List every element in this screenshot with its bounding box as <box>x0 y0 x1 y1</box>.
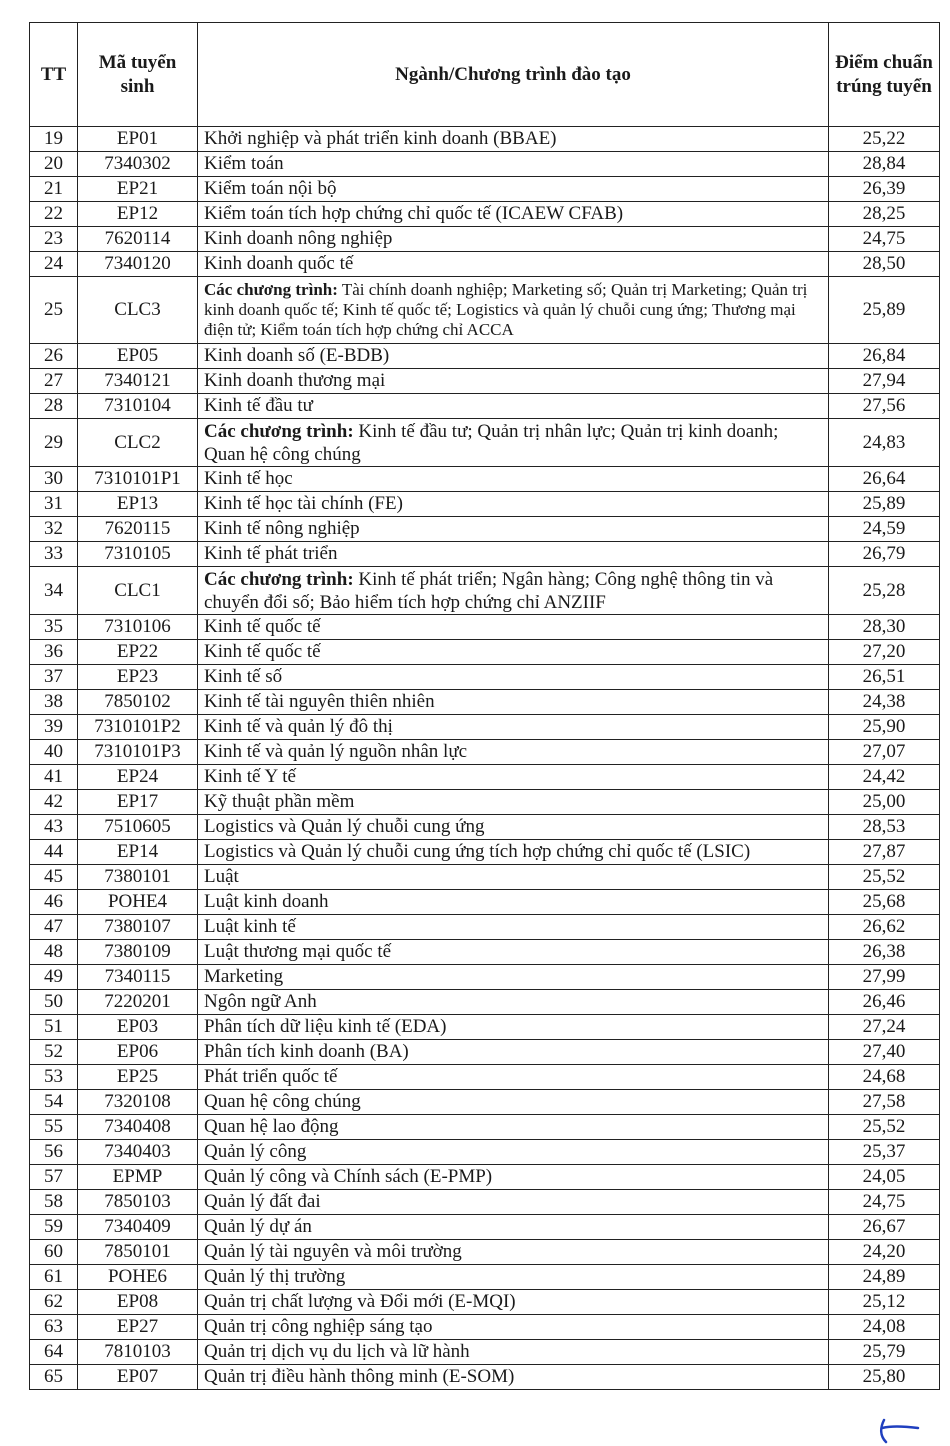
row-program-name: Quản lý thị trường <box>198 1265 829 1290</box>
row-tt: 23 <box>30 227 78 252</box>
table-row <box>30 277 940 344</box>
row-tt: 48 <box>30 940 78 965</box>
row-admission-code: 7320108 <box>78 1090 198 1115</box>
table-row <box>30 127 940 152</box>
row-cutoff-score: 25,22 <box>829 127 940 152</box>
table-row <box>30 965 940 990</box>
row-program-name: Quản lý đất đai <box>198 1190 829 1215</box>
table-row <box>30 542 940 567</box>
row-program-name: Khởi nghiệp và phát triển kinh doanh (BBAE) <box>198 127 829 152</box>
row-admission-code: 7310101P3 <box>78 740 198 765</box>
row-program-name: Phân tích kinh doanh (BA) <box>198 1040 829 1065</box>
handwritten-initial-mark <box>874 1414 924 1444</box>
table-row <box>30 1290 940 1315</box>
row-admission-code: EP21 <box>78 177 198 202</box>
row-admission-code: EP17 <box>78 790 198 815</box>
row-cutoff-score: 28,53 <box>829 815 940 840</box>
row-program-name: Logistics và Quản lý chuỗi cung ứng <box>198 815 829 840</box>
table-row <box>30 940 940 965</box>
row-cutoff-score: 25,79 <box>829 1340 940 1365</box>
row-tt: 25 <box>30 277 78 344</box>
table-row <box>30 1115 940 1140</box>
table-row <box>30 177 940 202</box>
table-row <box>30 419 940 467</box>
row-cutoff-score: 26,62 <box>829 915 940 940</box>
row-admission-code: 7310101P2 <box>78 715 198 740</box>
row-tt: 55 <box>30 1115 78 1140</box>
row-admission-code: EP14 <box>78 840 198 865</box>
table-row <box>30 344 940 369</box>
row-cutoff-score: 25,90 <box>829 715 940 740</box>
row-admission-code: EP01 <box>78 127 198 152</box>
row-admission-code: 7380101 <box>78 865 198 890</box>
row-admission-code: 7850103 <box>78 1190 198 1215</box>
row-tt: 44 <box>30 840 78 865</box>
table-row <box>30 252 940 277</box>
row-admission-code: CLC3 <box>78 277 198 344</box>
row-admission-code: 7340403 <box>78 1140 198 1165</box>
row-program-name: Kinh doanh số (E-BDB) <box>198 344 829 369</box>
row-admission-code: EP03 <box>78 1015 198 1040</box>
row-tt: 61 <box>30 1265 78 1290</box>
row-program-name: Kinh tế đầu tư <box>198 394 829 419</box>
row-cutoff-score: 26,39 <box>829 177 940 202</box>
row-cutoff-score: 25,68 <box>829 890 940 915</box>
row-admission-code: EP23 <box>78 665 198 690</box>
row-tt: 63 <box>30 1315 78 1340</box>
row-admission-code: POHE6 <box>78 1265 198 1290</box>
row-admission-code: 7850102 <box>78 690 198 715</box>
row-program-name: Kinh tế học <box>198 467 829 492</box>
table-row <box>30 152 940 177</box>
row-tt: 30 <box>30 467 78 492</box>
table-body <box>30 127 940 1390</box>
row-tt: 28 <box>30 394 78 419</box>
row-admission-code: 7380107 <box>78 915 198 940</box>
row-tt: 52 <box>30 1040 78 1065</box>
row-tt: 35 <box>30 615 78 640</box>
row-tt: 56 <box>30 1140 78 1165</box>
row-cutoff-score: 25,80 <box>829 1365 940 1390</box>
row-tt: 45 <box>30 865 78 890</box>
row-program-name: Luật thương mại quốc tế <box>198 940 829 965</box>
admission-score-table <box>29 22 940 1390</box>
row-admission-code: 7620115 <box>78 517 198 542</box>
row-tt: 40 <box>30 740 78 765</box>
table-row <box>30 715 940 740</box>
program-group-list: Kinh tế đầu tư; Quản trị nhân lực; Quản trị kinh doanh; Quan hệ công chúng <box>204 420 779 465</box>
row-program-name: Kinh tế Y tế <box>198 765 829 790</box>
row-admission-code: CLC1 <box>78 567 198 615</box>
row-cutoff-score: 25,12 <box>829 1290 940 1315</box>
row-cutoff-score: 24,08 <box>829 1315 940 1340</box>
row-tt: 50 <box>30 990 78 1015</box>
row-admission-code: 7810103 <box>78 1340 198 1365</box>
row-program-name: Luật <box>198 865 829 890</box>
row-admission-code: 7310101P1 <box>78 467 198 492</box>
table-row <box>30 1165 940 1190</box>
row-cutoff-score: 27,56 <box>829 394 940 419</box>
table-row <box>30 840 940 865</box>
table-row <box>30 1090 940 1115</box>
row-program-name: Kinh tế tài nguyên thiên nhiên <box>198 690 829 715</box>
row-cutoff-score: 27,24 <box>829 1015 940 1040</box>
row-tt: 38 <box>30 690 78 715</box>
row-tt: 58 <box>30 1190 78 1215</box>
row-cutoff-score: 24,89 <box>829 1265 940 1290</box>
row-cutoff-score: 27,20 <box>829 640 940 665</box>
row-tt: 37 <box>30 665 78 690</box>
row-cutoff-score: 24,83 <box>829 419 940 467</box>
row-program-name: Kiểm toán tích hợp chứng chỉ quốc tế (ICAEW CFAB) <box>198 202 829 227</box>
row-program-name: Kinh tế số <box>198 665 829 690</box>
row-admission-code: 7310105 <box>78 542 198 567</box>
row-admission-code: 7510605 <box>78 815 198 840</box>
header-program: Ngành/Chương trình đào tạo <box>198 23 829 127</box>
row-program-name: Kinh tế quốc tế <box>198 615 829 640</box>
row-admission-code: 7340115 <box>78 965 198 990</box>
row-tt: 47 <box>30 915 78 940</box>
row-program-name: Quan hệ công chúng <box>198 1090 829 1115</box>
row-admission-code: EP22 <box>78 640 198 665</box>
row-cutoff-score: 24,38 <box>829 690 940 715</box>
table-row <box>30 915 940 940</box>
row-program-name: Kiểm toán nội bộ <box>198 177 829 202</box>
row-tt: 51 <box>30 1015 78 1040</box>
row-tt: 64 <box>30 1340 78 1365</box>
row-tt: 34 <box>30 567 78 615</box>
row-cutoff-score: 27,07 <box>829 740 940 765</box>
row-program-name: Kinh doanh thương mại <box>198 369 829 394</box>
row-cutoff-score: 25,28 <box>829 567 940 615</box>
row-tt: 32 <box>30 517 78 542</box>
row-program-name <box>198 419 829 467</box>
row-admission-code: 7340302 <box>78 152 198 177</box>
row-tt: 26 <box>30 344 78 369</box>
row-cutoff-score: 24,20 <box>829 1240 940 1265</box>
row-program-name: Quản lý công và Chính sách (E-PMP) <box>198 1165 829 1190</box>
row-cutoff-score: 25,37 <box>829 1140 940 1165</box>
row-program-name: Quản lý dự án <box>198 1215 829 1240</box>
table-row <box>30 665 940 690</box>
row-admission-code: 7310104 <box>78 394 198 419</box>
row-program-name: Quản trị công nghiệp sáng tạo <box>198 1315 829 1340</box>
row-admission-code: 7620114 <box>78 227 198 252</box>
row-tt: 43 <box>30 815 78 840</box>
row-cutoff-score: 25,89 <box>829 277 940 344</box>
row-tt: 42 <box>30 790 78 815</box>
row-tt: 41 <box>30 765 78 790</box>
row-cutoff-score: 27,40 <box>829 1040 940 1065</box>
table-row <box>30 567 940 615</box>
row-tt: 60 <box>30 1240 78 1265</box>
row-admission-code: 7340120 <box>78 252 198 277</box>
row-program-name: Quản lý tài nguyên và môi trường <box>198 1240 829 1265</box>
row-tt: 49 <box>30 965 78 990</box>
row-program-name: Luật kinh tế <box>198 915 829 940</box>
row-program-name: Kinh tế quốc tế <box>198 640 829 665</box>
row-cutoff-score: 28,84 <box>829 152 940 177</box>
row-program-name: Kỹ thuật phần mềm <box>198 790 829 815</box>
row-cutoff-score: 25,89 <box>829 492 940 517</box>
table-row <box>30 1140 940 1165</box>
row-tt: 24 <box>30 252 78 277</box>
row-tt: 65 <box>30 1365 78 1390</box>
table-row <box>30 1190 940 1215</box>
row-admission-code: EP05 <box>78 344 198 369</box>
row-tt: 31 <box>30 492 78 517</box>
row-tt: 27 <box>30 369 78 394</box>
row-program-name: Quan hệ lao động <box>198 1115 829 1140</box>
admission-score-sheet <box>29 22 939 1390</box>
row-tt: 59 <box>30 1215 78 1240</box>
row-program-name: Logistics và Quản lý chuỗi cung ứng tích hợp chứng chỉ quốc tế (LSIC) <box>198 840 829 865</box>
table-row <box>30 690 940 715</box>
table-row <box>30 492 940 517</box>
row-admission-code: EP24 <box>78 765 198 790</box>
row-tt: 53 <box>30 1065 78 1090</box>
row-program-name <box>198 277 829 344</box>
table-row <box>30 640 940 665</box>
program-group-label: Các chương trình: <box>204 568 354 590</box>
row-cutoff-score: 24,68 <box>829 1065 940 1090</box>
row-cutoff-score: 26,84 <box>829 344 940 369</box>
row-program-name <box>198 567 829 615</box>
table-row <box>30 394 940 419</box>
table-row <box>30 227 940 252</box>
table-row <box>30 790 940 815</box>
header-cutoff-score: Điểm chuẩn trúng tuyển <box>829 23 940 127</box>
table-row <box>30 865 940 890</box>
row-admission-code: POHE4 <box>78 890 198 915</box>
row-admission-code: EP25 <box>78 1065 198 1090</box>
row-program-name: Phân tích dữ liệu kinh tế (EDA) <box>198 1015 829 1040</box>
program-group-label: Các chương trình: <box>204 280 338 299</box>
row-program-name: Quản trị điều hành thông minh (E-SOM) <box>198 1365 829 1390</box>
row-program-name: Kinh doanh nông nghiệp <box>198 227 829 252</box>
row-admission-code: EP12 <box>78 202 198 227</box>
table-row <box>30 202 940 227</box>
row-admission-code: EP06 <box>78 1040 198 1065</box>
row-cutoff-score: 24,75 <box>829 1190 940 1215</box>
row-program-name: Kinh tế phát triển <box>198 542 829 567</box>
table-row <box>30 1065 940 1090</box>
row-admission-code: 7850101 <box>78 1240 198 1265</box>
table-row <box>30 1215 940 1240</box>
table-row <box>30 369 940 394</box>
table-row <box>30 615 940 640</box>
row-cutoff-score: 26,51 <box>829 665 940 690</box>
row-tt: 19 <box>30 127 78 152</box>
row-program-name: Phát triển quốc tế <box>198 1065 829 1090</box>
row-tt: 21 <box>30 177 78 202</box>
row-cutoff-score: 24,59 <box>829 517 940 542</box>
row-cutoff-score: 28,30 <box>829 615 940 640</box>
table-row <box>30 517 940 542</box>
program-group-list: Tài chính doanh nghiệp; Marketing số; Quản trị Marketing; Quản trị kinh doanh quốc tế; Kinh tế quốc tế; Logistics và quản lý chuỗi cung ứng; Thương mại điện tử; Kiểm toán tích hợp chứng chỉ ACCA <box>204 280 808 339</box>
row-program-name: Kinh tế nông nghiệp <box>198 517 829 542</box>
row-tt: 36 <box>30 640 78 665</box>
row-cutoff-score: 24,42 <box>829 765 940 790</box>
table-row <box>30 1240 940 1265</box>
row-tt: 20 <box>30 152 78 177</box>
row-program-name: Luật kinh doanh <box>198 890 829 915</box>
row-cutoff-score: 27,94 <box>829 369 940 394</box>
row-tt: 62 <box>30 1290 78 1315</box>
row-program-name: Kinh tế và quản lý nguồn nhân lực <box>198 740 829 765</box>
row-cutoff-score: 26,79 <box>829 542 940 567</box>
row-tt: 29 <box>30 419 78 467</box>
table-row <box>30 1015 940 1040</box>
row-program-name: Quản trị chất lượng và Đổi mới (E-MQI) <box>198 1290 829 1315</box>
row-cutoff-score: 24,75 <box>829 227 940 252</box>
row-tt: 57 <box>30 1165 78 1190</box>
row-program-name: Kinh tế học tài chính (FE) <box>198 492 829 517</box>
row-admission-code: 7340409 <box>78 1215 198 1240</box>
row-tt: 46 <box>30 890 78 915</box>
header-tt: TT <box>30 23 78 127</box>
table-row <box>30 1315 940 1340</box>
row-cutoff-score: 27,87 <box>829 840 940 865</box>
row-program-name: Kinh tế và quản lý đô thị <box>198 715 829 740</box>
program-group-list: Kinh tế phát triển; Ngân hàng; Công nghệ thông tin và chuyển đổi số; Bảo hiểm tích hợp chứng chỉ ANZIIF <box>204 568 774 613</box>
row-tt: 54 <box>30 1090 78 1115</box>
row-admission-code: 7380109 <box>78 940 198 965</box>
header-admission-code: Mã tuyển sinh <box>78 23 198 127</box>
row-program-name: Marketing <box>198 965 829 990</box>
program-group-label: Các chương trình: <box>204 420 354 442</box>
row-cutoff-score: 26,46 <box>829 990 940 1015</box>
row-cutoff-score: 27,99 <box>829 965 940 990</box>
table-row <box>30 765 940 790</box>
table-row <box>30 1365 940 1390</box>
row-cutoff-score: 28,50 <box>829 252 940 277</box>
table-row <box>30 1265 940 1290</box>
row-admission-code: 7340408 <box>78 1115 198 1140</box>
row-admission-code: EP07 <box>78 1365 198 1390</box>
row-program-name: Ngôn ngữ Anh <box>198 990 829 1015</box>
table-row <box>30 467 940 492</box>
row-admission-code: EP13 <box>78 492 198 517</box>
row-admission-code: EPMP <box>78 1165 198 1190</box>
table-row <box>30 890 940 915</box>
table-row <box>30 1040 940 1065</box>
row-admission-code: 7310106 <box>78 615 198 640</box>
row-cutoff-score: 26,38 <box>829 940 940 965</box>
row-tt: 39 <box>30 715 78 740</box>
row-program-name: Quản trị dịch vụ du lịch và lữ hành <box>198 1340 829 1365</box>
table-row <box>30 740 940 765</box>
row-cutoff-score: 26,64 <box>829 467 940 492</box>
row-cutoff-score: 25,52 <box>829 1115 940 1140</box>
row-cutoff-score: 27,58 <box>829 1090 940 1115</box>
row-admission-code: EP08 <box>78 1290 198 1315</box>
row-cutoff-score: 25,00 <box>829 790 940 815</box>
row-program-name: Kiểm toán <box>198 152 829 177</box>
row-program-name: Kinh doanh quốc tế <box>198 252 829 277</box>
row-admission-code: 7220201 <box>78 990 198 1015</box>
table-row <box>30 1340 940 1365</box>
row-cutoff-score: 28,25 <box>829 202 940 227</box>
row-program-name: Quản lý công <box>198 1140 829 1165</box>
row-admission-code: CLC2 <box>78 419 198 467</box>
table-row <box>30 990 940 1015</box>
row-admission-code: EP27 <box>78 1315 198 1340</box>
row-cutoff-score: 26,67 <box>829 1215 940 1240</box>
row-cutoff-score: 25,52 <box>829 865 940 890</box>
row-tt: 22 <box>30 202 78 227</box>
table-row <box>30 815 940 840</box>
table-header-row <box>30 23 940 127</box>
row-cutoff-score: 24,05 <box>829 1165 940 1190</box>
row-admission-code: 7340121 <box>78 369 198 394</box>
row-tt: 33 <box>30 542 78 567</box>
